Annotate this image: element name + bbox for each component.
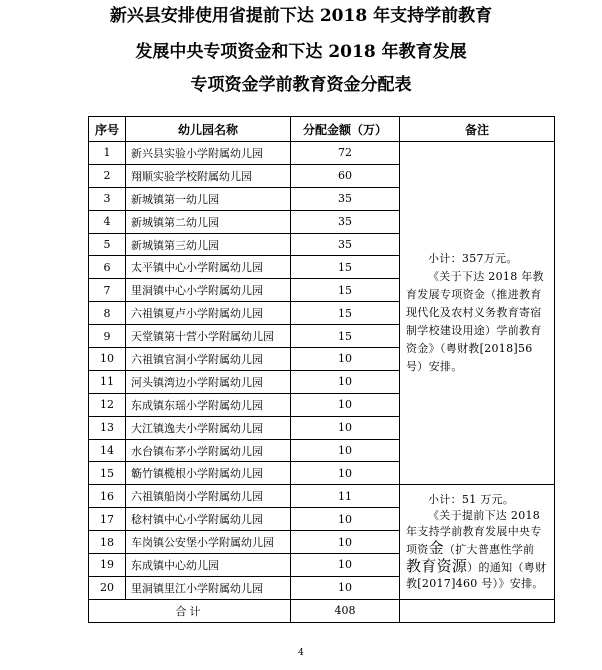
- kindergarten-name: 六祖镇船岗小学附属幼儿园: [126, 485, 291, 508]
- kindergarten-name: 东成镇中心幼儿园: [126, 554, 291, 577]
- row-number: 15: [89, 462, 126, 485]
- kindergarten-name: 水台镇布茅小学附属幼儿园: [126, 439, 291, 462]
- row-number: 6: [89, 256, 126, 279]
- allocation-table: [88, 116, 555, 623]
- kindergarten-name: 天堂镇第十营小学附属幼儿园: [126, 325, 291, 348]
- title-line-1: 新兴县安排使用省提前下达 2018 年支持学前教育: [109, 6, 493, 26]
- note1-subtotal: 小计：357万元。: [428, 252, 518, 266]
- kindergarten-name: 翔顺实验学校附属幼儿园: [126, 164, 291, 187]
- header-note: 备注: [400, 117, 555, 142]
- header-name: 幼儿园名称: [126, 117, 291, 142]
- row-number: 19: [89, 554, 126, 577]
- allocation-amount: 35: [291, 233, 400, 256]
- row-number: 5: [89, 233, 126, 256]
- title-line-2: 发展中央专项资金和下达 2018 年教育发展: [135, 42, 467, 62]
- note-group-1: [400, 142, 555, 485]
- total-label: 合计: [89, 599, 291, 622]
- allocation-amount: 10: [291, 531, 400, 554]
- allocation-amount: 10: [291, 576, 400, 599]
- allocation-amount: 15: [291, 256, 400, 279]
- row-number: 10: [89, 348, 126, 371]
- allocation-amount: 15: [291, 302, 400, 325]
- row-number: 1: [89, 142, 126, 165]
- table-body: [89, 142, 555, 600]
- header-amount: 分配金额（万）: [291, 117, 400, 142]
- kindergarten-name: 稔村镇中心小学附属幼儿园: [126, 508, 291, 531]
- row-number: 14: [89, 439, 126, 462]
- row-number: 11: [89, 370, 126, 393]
- kindergarten-name: 新兴县实验小学附属幼儿园: [126, 142, 291, 165]
- note2-text-big2: 教育资源: [406, 557, 468, 576]
- kindergarten-name: 车岗镇公安堡小学附属幼儿园: [126, 531, 291, 554]
- allocation-amount: 10: [291, 508, 400, 531]
- kindergarten-name: 六祖镇官洞小学附属幼儿园: [126, 348, 291, 371]
- table-row: [89, 142, 555, 165]
- note2-text-c: ）的通知（粤财教[2017]460 号）》安排。: [406, 561, 547, 591]
- kindergarten-name: 新城镇第三幼儿园: [126, 233, 291, 256]
- table-header-row: [89, 117, 555, 142]
- page-number: 4: [298, 648, 304, 658]
- kindergarten-name: 新城镇第一幼儿园: [126, 187, 291, 210]
- row-number: 9: [89, 325, 126, 348]
- row-number: 20: [89, 576, 126, 599]
- kindergarten-name: 新城镇第二幼儿园: [126, 210, 291, 233]
- kindergarten-name: 簕竹镇榄根小学附属幼儿园: [126, 462, 291, 485]
- allocation-amount: 10: [291, 554, 400, 577]
- row-number: 18: [89, 531, 126, 554]
- row-number: 4: [89, 210, 126, 233]
- row-number: 2: [89, 164, 126, 187]
- row-number: 12: [89, 393, 126, 416]
- row-number: 13: [89, 416, 126, 439]
- note2-subtotal: 小计：51 万元。: [428, 493, 515, 507]
- row-number: 16: [89, 485, 126, 508]
- allocation-amount: 10: [291, 439, 400, 462]
- allocation-amount: 72: [291, 142, 400, 165]
- kindergarten-name: 太平镇中心小学附属幼儿园: [126, 256, 291, 279]
- note1-text: 《关于下达 2018 年教育发展专项资金（推进教育现代化及农村义务教育寄宿制学校建设用途）学前教育资金》（粤财教[2018]56号）安排。: [406, 270, 544, 374]
- kindergarten-name: 里洞镇中心小学附属幼儿园: [126, 279, 291, 302]
- note-group-2: [400, 485, 555, 599]
- allocation-amount: 10: [291, 348, 400, 371]
- kindergarten-name: 东成镇东瑶小学附属幼儿园: [126, 393, 291, 416]
- row-number: 7: [89, 279, 126, 302]
- allocation-amount: 10: [291, 416, 400, 439]
- title-line-3: 专项资金学前教育资金分配表: [190, 75, 412, 95]
- kindergarten-name: 六祖镇夏卢小学附属幼儿园: [126, 302, 291, 325]
- total-row: [89, 599, 555, 622]
- row-number: 17: [89, 508, 126, 531]
- row-number: 8: [89, 302, 126, 325]
- allocation-amount: 15: [291, 279, 400, 302]
- kindergarten-name: 大江镇逸夫小学附属幼儿园: [126, 416, 291, 439]
- allocation-amount: 11: [291, 485, 400, 508]
- allocation-amount: 35: [291, 210, 400, 233]
- total-amount: 408: [291, 599, 400, 622]
- allocation-amount: 10: [291, 462, 400, 485]
- note2-text-a: 《关于提前下达 2018 年支持学前教育发展中央专项资: [406, 509, 542, 557]
- header-no: 序号: [89, 117, 126, 142]
- kindergarten-name: 里洞镇里江小学附属幼儿园: [126, 576, 291, 599]
- row-number: 3: [89, 187, 126, 210]
- table-row: [89, 485, 555, 508]
- allocation-amount: 15: [291, 325, 400, 348]
- allocation-amount: 10: [291, 393, 400, 416]
- note2-text-b: （扩大普惠性学前: [443, 543, 535, 557]
- total-note: [400, 599, 555, 622]
- note2-text-big1: 金: [428, 539, 444, 558]
- allocation-amount: 35: [291, 187, 400, 210]
- note2-text: [406, 508, 548, 592]
- allocation-amount: 60: [291, 164, 400, 187]
- allocation-amount: 10: [291, 370, 400, 393]
- kindergarten-name: 河头镇湾边小学附属幼儿园: [126, 370, 291, 393]
